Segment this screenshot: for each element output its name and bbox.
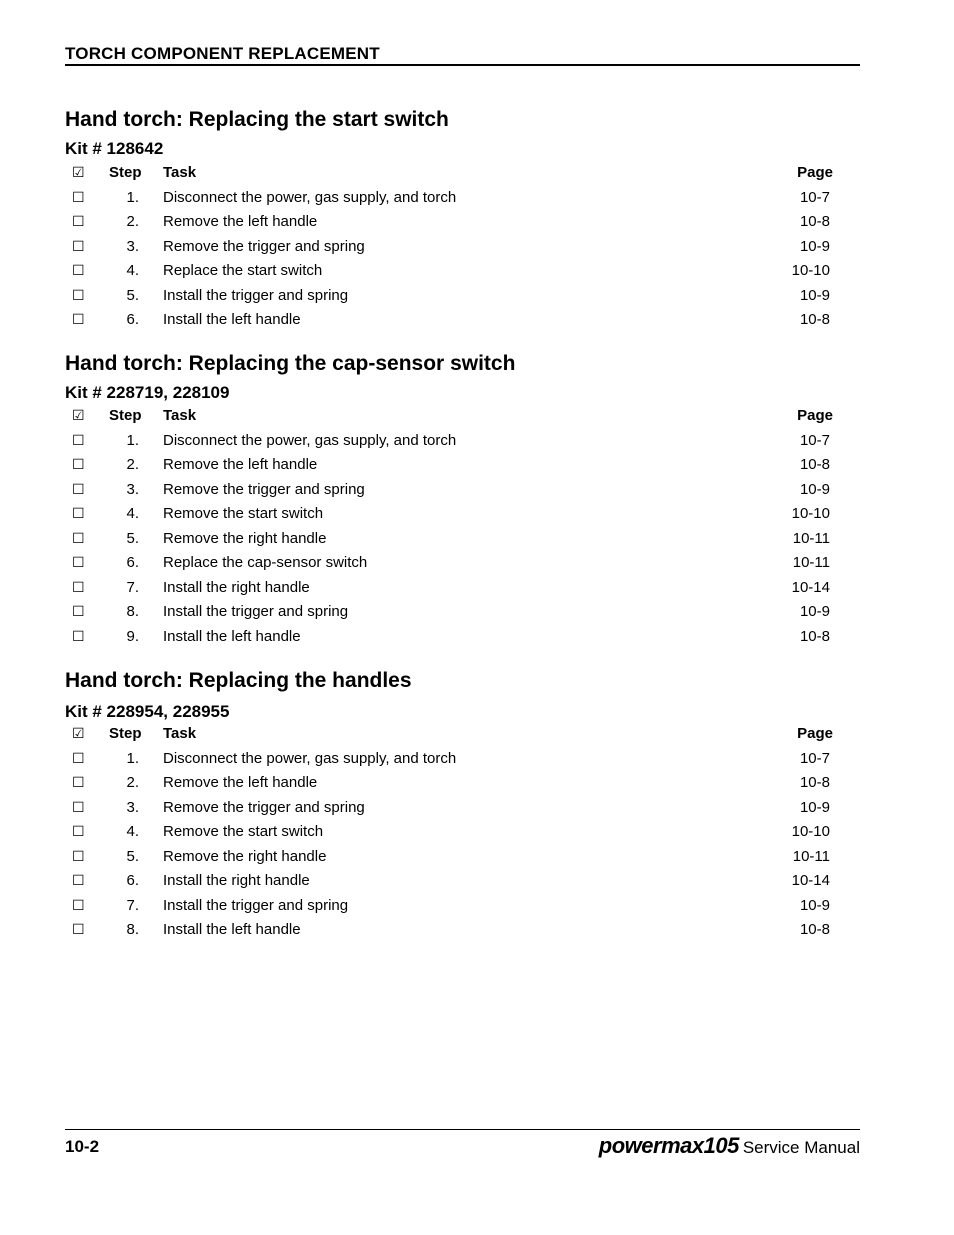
brand-logo-text: powermax105 <box>598 1133 739 1158</box>
checkbox[interactable]: ☐ <box>72 824 85 840</box>
step-number: 2. <box>126 456 139 473</box>
checkbox[interactable]: ☐ <box>72 848 85 865</box>
page-number: 10-2 <box>65 1137 100 1156</box>
step-number: 4. <box>126 262 139 279</box>
step-number: 7. <box>126 578 139 596</box>
column-header-task: Task <box>163 407 197 424</box>
step-number: 3. <box>126 798 139 816</box>
column-header-step: Step <box>109 725 142 742</box>
step-number: 6. <box>126 311 139 328</box>
table-row <box>65 869 860 894</box>
column-header-task: Task <box>163 164 197 181</box>
task-text: Install the left handle <box>163 311 301 328</box>
section-title: Hand torch: Replacing the cap-sensor switch <box>65 352 516 375</box>
checkbox[interactable]: ☐ <box>72 530 85 547</box>
checkbox[interactable]: ☐ <box>72 312 85 328</box>
table-row <box>65 429 860 454</box>
step-number: 7. <box>126 896 139 914</box>
table-header-row <box>65 722 860 747</box>
table-header-row <box>65 161 860 186</box>
table-row <box>65 845 860 870</box>
table-row <box>65 453 860 478</box>
step-number: 9. <box>126 627 139 645</box>
table-row <box>65 551 860 576</box>
task-text: Replace the start switch <box>163 262 323 279</box>
task-text: Remove the trigger and spring <box>163 798 365 816</box>
task-text: Install the trigger and spring <box>163 896 349 914</box>
table-row <box>65 502 860 527</box>
checkbox[interactable]: ☐ <box>72 287 85 304</box>
table-row <box>65 259 860 284</box>
task-text: Remove the right handle <box>163 847 327 865</box>
task-table <box>65 722 860 943</box>
section-title: Hand torch: Replacing the start switch <box>65 108 449 131</box>
kit-number: Kit # 128642 <box>65 139 164 158</box>
step-number: 4. <box>126 823 139 840</box>
page-ref: 10-11 <box>792 554 830 571</box>
task-text: Remove the left handle <box>163 456 318 473</box>
page-ref: 10-7 <box>799 431 830 449</box>
task-text: Install the right handle <box>163 578 310 596</box>
task-text: Remove the start switch <box>163 505 324 522</box>
task-table <box>65 404 860 649</box>
step-number: 3. <box>126 237 139 255</box>
page-ref: 10-8 <box>799 627 830 645</box>
checkbox[interactable]: ☐ <box>72 506 85 522</box>
page-ref: 10-10 <box>791 262 830 279</box>
manual-subtitle: Service Manual <box>742 1138 860 1157</box>
checkbox[interactable]: ☐ <box>72 897 85 914</box>
table-row <box>65 186 860 211</box>
step-number: 1. <box>126 749 139 767</box>
table-row <box>65 796 860 821</box>
page-ref: 10-10 <box>791 505 830 522</box>
step-number: 4. <box>126 505 139 522</box>
table-row <box>65 308 860 333</box>
header-rule <box>65 64 860 66</box>
checkbox[interactable]: ☐ <box>72 481 85 498</box>
task-text: Replace the cap-sensor switch <box>163 554 368 571</box>
step-number: 6. <box>126 872 139 889</box>
checkbox[interactable]: ☐ <box>72 873 85 889</box>
page-ref: 10-14 <box>791 872 830 889</box>
page-ref: 10-8 <box>799 921 830 938</box>
table-row <box>65 894 860 919</box>
footer-rule <box>65 1129 860 1130</box>
table-row <box>65 576 860 601</box>
kit-number: Kit # 228719, 228109 <box>65 383 230 402</box>
checkbox[interactable]: ☐ <box>72 604 85 620</box>
checkbox[interactable]: ☐ <box>72 799 85 816</box>
table-row <box>65 284 860 309</box>
page-ref: 10-8 <box>799 311 830 328</box>
checked-box-icon: ☑ <box>72 408 85 424</box>
task-text: Remove the left handle <box>163 774 318 791</box>
step-number: 6. <box>126 554 139 571</box>
step-number: 5. <box>126 847 139 865</box>
table-row <box>65 625 860 650</box>
section-title: Hand torch: Replacing the handles <box>65 669 412 692</box>
column-header-step: Step <box>109 164 142 181</box>
page-ref: 10-7 <box>799 188 830 206</box>
column-header-page: Page <box>797 407 833 424</box>
task-text: Install the left handle <box>163 921 301 938</box>
column-header-task: Task <box>163 725 197 742</box>
checkbox[interactable]: ☐ <box>72 263 85 279</box>
step-number: 2. <box>126 213 139 230</box>
page-ref: 10-9 <box>799 480 830 498</box>
column-header-page: Page <box>797 725 833 742</box>
page-ref: 10-9 <box>799 603 830 620</box>
page-ref: 10-14 <box>791 578 830 596</box>
task-text: Install the right handle <box>163 872 310 889</box>
task-text: Remove the left handle <box>163 213 318 230</box>
step-number: 2. <box>126 774 139 791</box>
table-row <box>65 747 860 772</box>
task-text: Remove the start switch <box>163 823 324 840</box>
checkbox[interactable]: ☐ <box>72 750 85 767</box>
page-ref: 10-9 <box>799 896 830 914</box>
page-ref: 10-9 <box>799 237 830 255</box>
page-ref: 10-9 <box>799 798 830 816</box>
manual-page <box>65 0 860 1235</box>
step-number: 8. <box>126 603 139 620</box>
page-ref: 10-8 <box>799 213 830 230</box>
checkbox[interactable]: ☐ <box>72 189 85 206</box>
table-row <box>65 820 860 845</box>
page-ref: 10-10 <box>791 823 830 840</box>
checkbox[interactable]: ☐ <box>72 775 85 791</box>
page-ref: 10-7 <box>799 749 830 767</box>
task-text: Disconnect the power, gas supply, and torch <box>163 188 457 206</box>
checkbox[interactable]: ☐ <box>72 555 85 571</box>
checkbox[interactable]: ☐ <box>72 214 85 230</box>
page-ref: 10-8 <box>799 774 830 791</box>
checkbox[interactable]: ☐ <box>72 922 85 938</box>
task-text: Disconnect the power, gas supply, and torch <box>163 431 457 449</box>
page-ref: 10-9 <box>799 286 830 304</box>
footer-title <box>599 1133 860 1159</box>
table-row <box>65 478 860 503</box>
page-ref: 10-8 <box>799 456 830 473</box>
table-row <box>65 600 860 625</box>
page-ref: 10-11 <box>792 529 830 547</box>
checkbox[interactable]: ☐ <box>72 628 85 645</box>
task-text: Install the left handle <box>163 627 301 645</box>
column-header-step: Step <box>109 407 142 424</box>
task-text: Remove the trigger and spring <box>163 480 365 498</box>
checked-box-icon: ☑ <box>72 726 85 742</box>
task-text: Install the trigger and spring <box>163 603 349 620</box>
step-number: 8. <box>126 921 139 938</box>
table-header-row <box>65 404 860 429</box>
table-row <box>65 235 860 260</box>
step-number: 5. <box>126 529 139 547</box>
checkbox[interactable]: ☐ <box>72 457 85 473</box>
task-text: Remove the trigger and spring <box>163 237 365 255</box>
column-header-page: Page <box>797 164 833 181</box>
table-row <box>65 210 860 235</box>
page-ref: 10-11 <box>792 847 830 865</box>
table-row <box>65 918 860 943</box>
step-number: 5. <box>126 286 139 304</box>
checked-box-icon: ☑ <box>72 165 85 181</box>
section-handles <box>65 668 860 943</box>
kit-number: Kit # 228954, 228955 <box>65 702 230 721</box>
section-cap-sensor-switch <box>65 351 860 649</box>
step-number: 1. <box>126 188 139 206</box>
table-row <box>65 771 860 796</box>
checkbox[interactable]: ☐ <box>72 238 85 255</box>
task-text: Install the trigger and spring <box>163 286 349 304</box>
page-header-title: TORCH COMPONENT REPLACEMENT <box>65 44 380 63</box>
checkbox[interactable]: ☐ <box>72 579 85 596</box>
section-start-switch <box>65 107 860 333</box>
task-text: Remove the right handle <box>163 529 327 547</box>
task-table <box>65 161 860 333</box>
step-number: 3. <box>126 480 139 498</box>
checkbox[interactable]: ☐ <box>72 432 85 449</box>
step-number: 1. <box>126 431 139 449</box>
task-text: Disconnect the power, gas supply, and torch <box>163 749 457 767</box>
table-row <box>65 527 860 552</box>
